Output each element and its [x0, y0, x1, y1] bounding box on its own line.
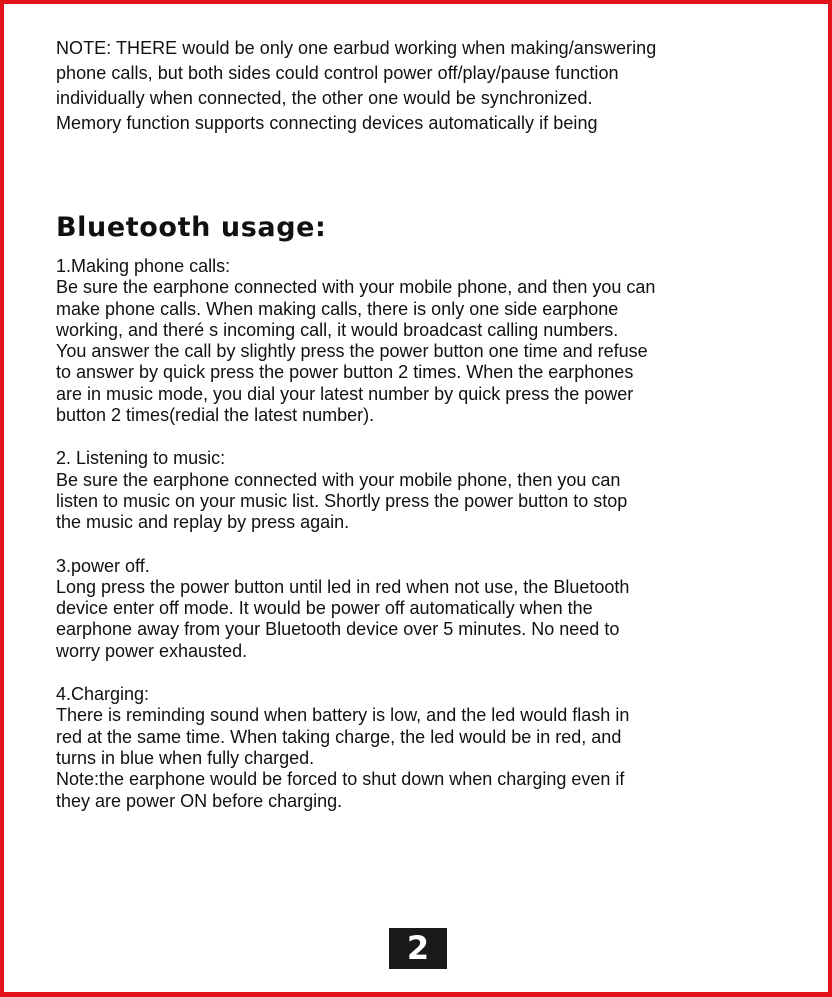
section-heading: Bluetooth usage:	[56, 212, 327, 243]
note-block	[56, 36, 796, 136]
section-title: 3.power off.	[56, 555, 150, 576]
section-body: Be sure the earphone connected with your mobile phone, and then you can make phone calls. When making calls, there is only one side earphone working, and theré s incoming call, it would broadcast calling numbers. You answer the call by slightly press the power button one time and refuse to answer by quick press the power button 2 times. When the earphones are in music mode, you dial your latest number by quick press the power button 2 times(redial the latest number).	[56, 277, 656, 426]
section-listening-music	[56, 448, 796, 533]
section-body: There is reminding sound when battery is low, and the led would flash in red at the same time. When taking charge, the led would be in red, and turns in blue when fully charged. Note:the earphone would be forced to shut down when charging even if they are power ON before charging.	[56, 705, 630, 811]
section-making-calls	[56, 256, 796, 426]
section-body: Long press the power button until led in red when not use, the Bluetooth device enter off mode. It would be power off automatically when the earphone away from your Bluetooth device over 5 minutes. No need to worry power exhausted.	[56, 576, 630, 661]
note-text: NOTE: THERE would be only one earbud working when making/answering phone calls, but both sides could control power off/play/pause function individually when connected, the other one would be synchronized. Memory function supports connecting devices automatically if being	[56, 38, 657, 133]
section-title: 1.Making phone calls:	[56, 256, 231, 276]
section-body: Be sure the earphone connected with your mobile phone, then you can listen to music on your music list. Shortly press the power button to stop the music and replay by press again.	[56, 469, 628, 533]
section-charging	[56, 684, 796, 812]
usage-sections	[56, 256, 796, 834]
section-title: 2. Listening to music:	[56, 448, 226, 469]
page-number: 2	[389, 928, 447, 969]
section-title: 4.Charging:	[56, 684, 150, 705]
section-power-off	[56, 556, 796, 662]
